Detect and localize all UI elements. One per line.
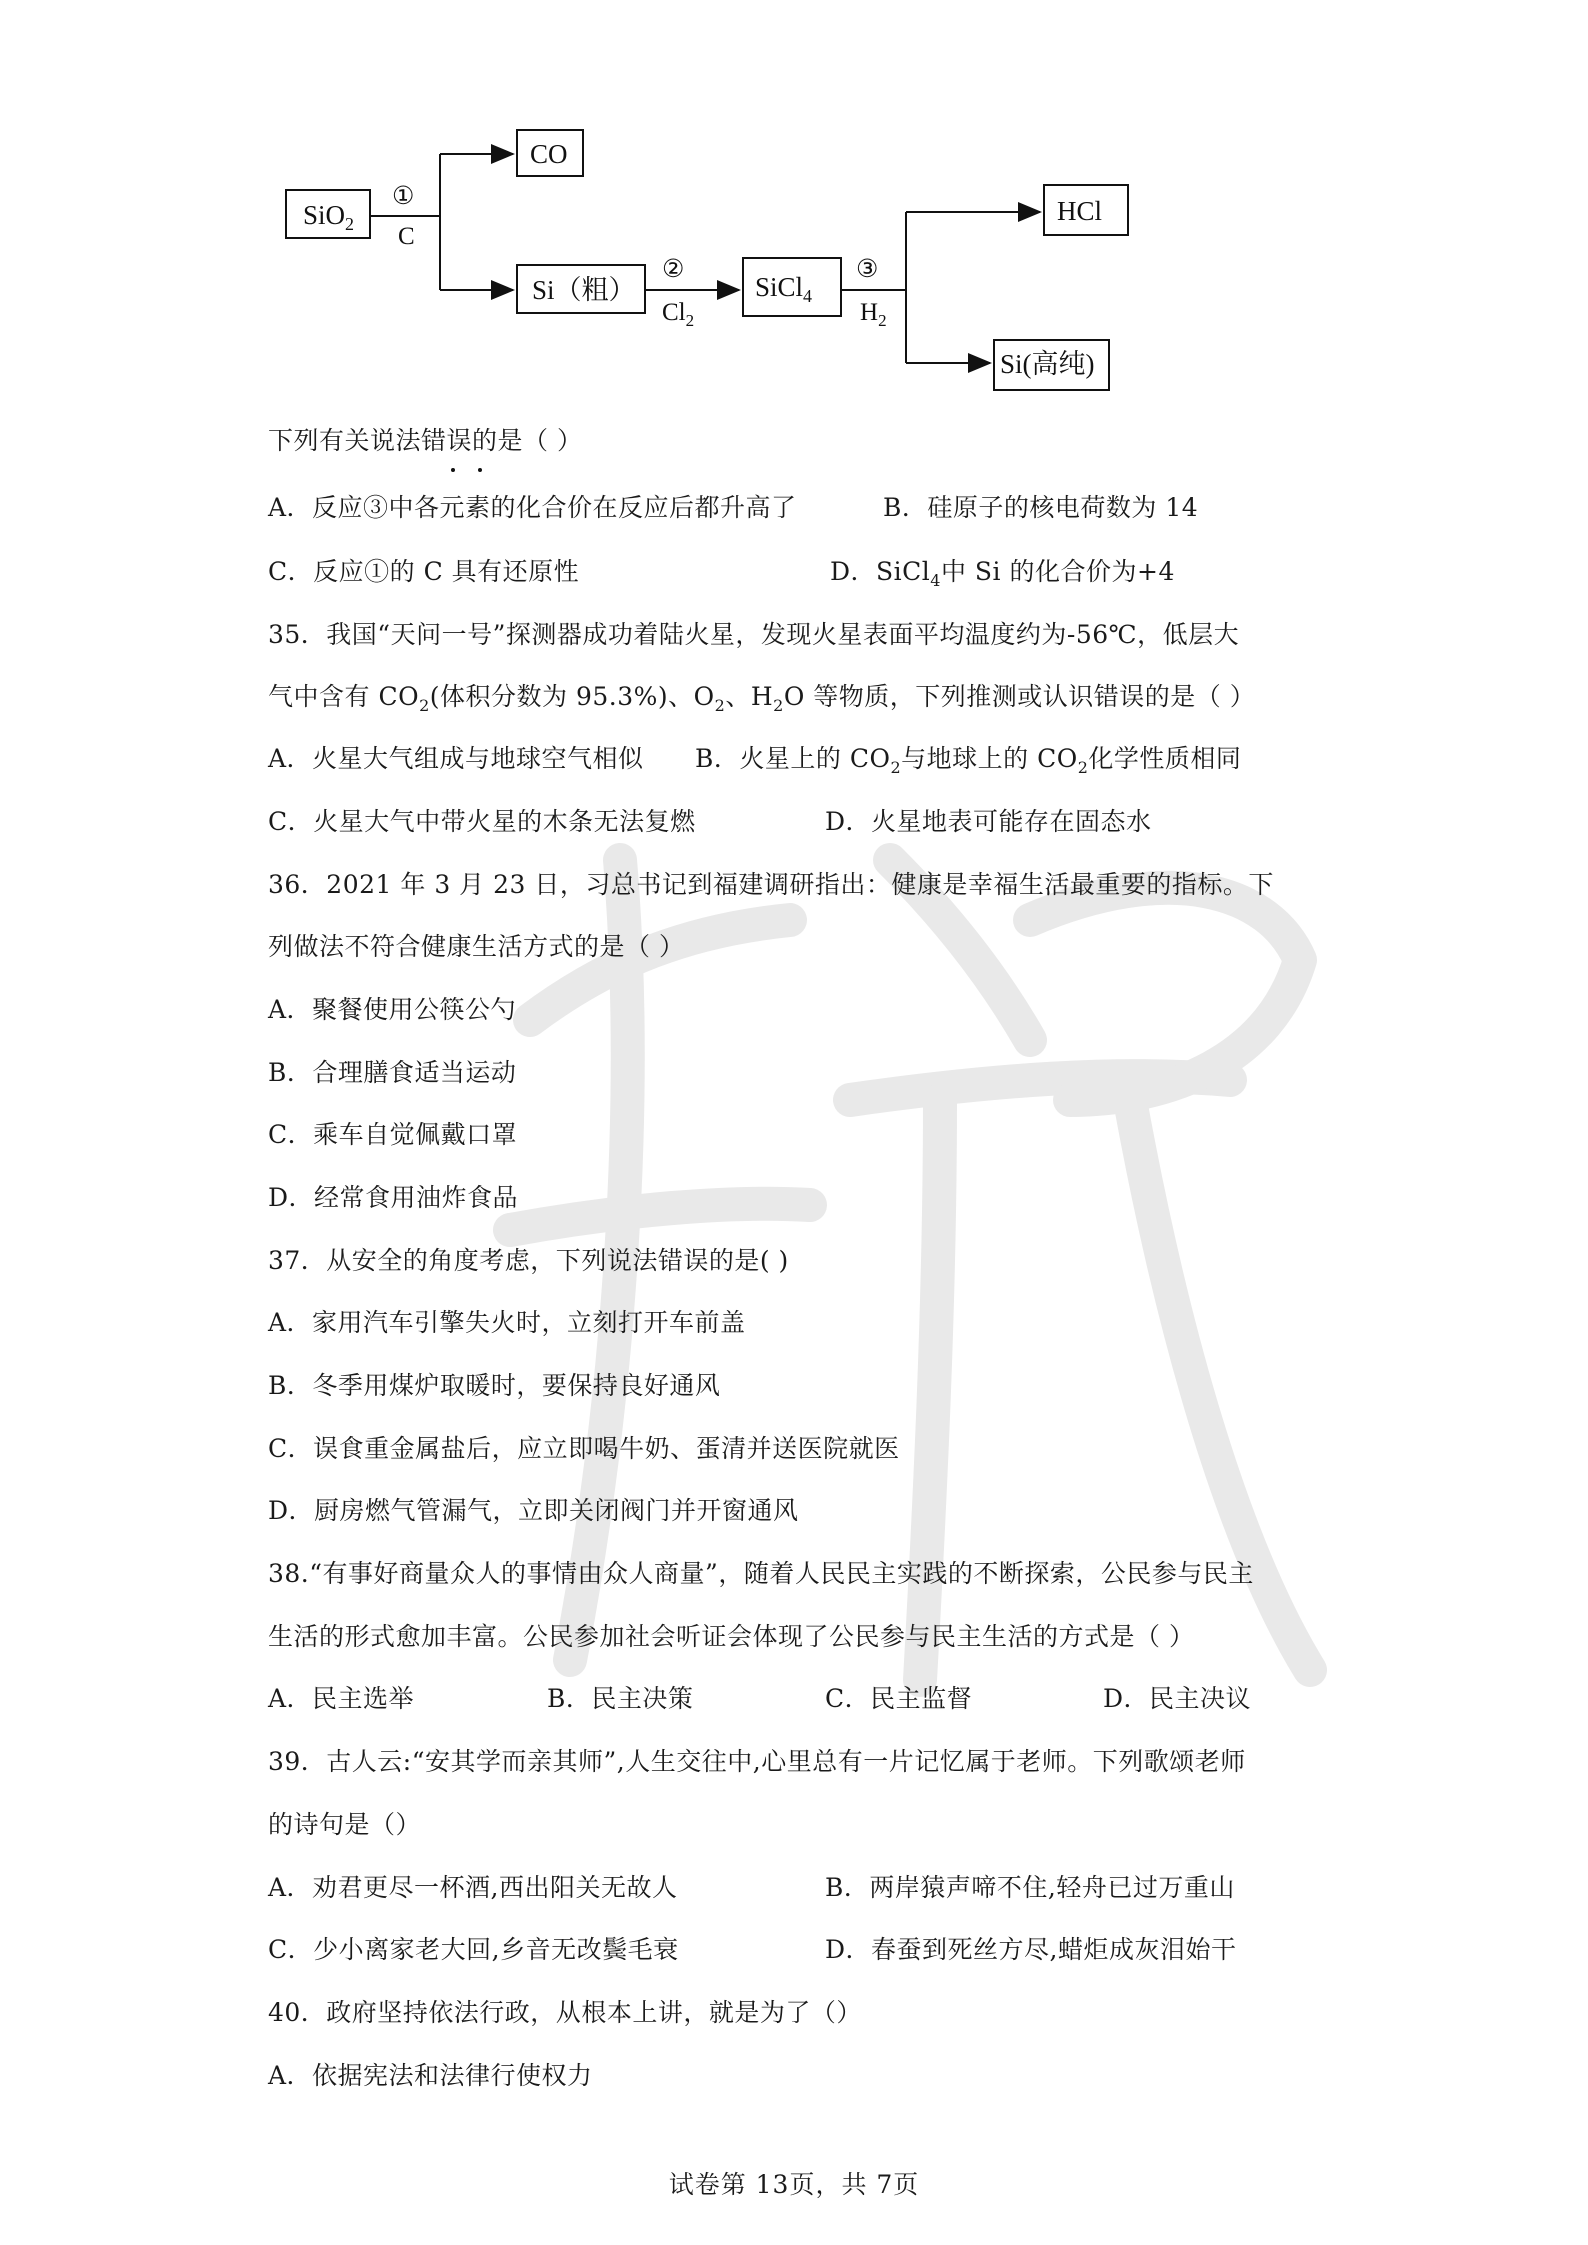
- q34-stem: 下列有关说法错误的是（ ）: [268, 424, 582, 458]
- step-2-reagent: $Cl_2$: [662, 299, 695, 330]
- q37-option-a: A．家用汽车引擎失火时，立刻打开车前盖: [268, 1308, 746, 1337]
- q37-stem: 37．从安全的角度考虑，下列说法错误的是( ): [268, 1246, 789, 1275]
- q35-stem-line1: 35．我国“天问一号”探测器成功着陆火星，发现火星表面平均温度约为-56℃，低层大: [268, 620, 1240, 649]
- node-hcl-label: HCl: [1057, 196, 1103, 226]
- q36-option-c: C．乘车自觉佩戴口罩: [268, 1120, 518, 1149]
- step-3-number: ③: [856, 256, 879, 283]
- q38-option-c: C．民主监督: [825, 1684, 973, 1713]
- q40-stem: 40．政府坚持依法行政，从根本上讲，就是为了（）: [268, 1998, 862, 2027]
- step-3-reagent: $H_2$: [860, 299, 887, 330]
- q40-option-a: A．依据宪法和法律行使权力: [268, 2061, 593, 2090]
- q35-option-b: B．火星上的 $CO_2$与地球上的 $CO_2$化学性质相同: [695, 744, 1242, 777]
- q39-option-d: D．春蚕到死丝方尽,蜡炬成灰泪始干: [825, 1935, 1237, 1964]
- q36-option-d: D．经常食用油炸食品: [268, 1183, 519, 1212]
- q38-stem-line2: 生活的形式愈加丰富。公民参加社会听证会体现了公民参与民主生活的方式是（ ）: [268, 1622, 1195, 1651]
- q36-stem-line2: 列做法不符合健康生活方式的是（ ）: [268, 932, 685, 961]
- q34-option-b: B．硅原子的核电荷数为 14: [883, 493, 1199, 522]
- q39-option-a: A．劝君更尽一杯酒,西出阳关无故人: [268, 1873, 678, 1902]
- step-1-number: ①: [392, 183, 415, 210]
- step-2-number: ②: [662, 256, 685, 283]
- q38-stem-line1: 38.“有事好商量众人的事情由众人商量”，随着人民民主实践的不断探索，公民参与民主: [268, 1559, 1254, 1588]
- q36-option-b: B．合理膳食适当运动: [268, 1058, 517, 1087]
- reaction-flow-diagram: [270, 120, 1170, 420]
- q39-option-c: C．少小离家老大回,乡音无改鬓毛衰: [268, 1935, 679, 1964]
- q35-option-d: D．火星地表可能存在固态水: [825, 807, 1152, 836]
- q37-option-c: C．误食重金属盐后，应立即喝牛奶、蛋清并送医院就医: [268, 1434, 900, 1463]
- node-co-label: CO: [530, 139, 568, 169]
- q37-option-d: D．厨房燃气管漏气，立即关闭阀门并开窗通风: [268, 1496, 799, 1525]
- q35-option-a: A．火星大气组成与地球空气相似: [268, 744, 644, 773]
- node-sicl4-label: SiCl$_4$: [755, 272, 813, 306]
- q38-option-b: B．民主决策: [547, 1684, 694, 1713]
- q35-option-c: C．火星大气中带火星的木条无法复燃: [268, 807, 696, 836]
- q34-option-a: A．反应③中各元素的化合价在反应后都升高了: [268, 493, 797, 522]
- step-1-reagent: C: [398, 223, 415, 250]
- page-footer: 试卷第 13页，共 7页: [668, 2170, 920, 2199]
- q35-stem-line2: 气中含有 $CO_2$(体积分数为 95.3%)、$O_2$、$H_2O$ 等物质，下列推测或认识错误的是（ ）: [268, 682, 1256, 715]
- node-sio2-label: SiO$_2$: [303, 200, 355, 234]
- q39-stem-line1: 39．古人云:“安其学而亲其师”,人生交往中,心里总有一片记忆属于老师。下列歌颂老师: [268, 1747, 1246, 1776]
- q38-option-d: D．民主决议: [1103, 1684, 1252, 1713]
- q36-stem-line1: 36．2021 年 3 月 23 日，习总书记到福建调研指出：健康是幸福生活最重要的指标。下: [268, 870, 1274, 899]
- q34-option-c: C．反应①的 C 具有还原性: [268, 557, 580, 586]
- q36-option-a: A．聚餐使用公筷公勺: [268, 995, 517, 1024]
- node-si-crude-label: Si（粗）: [532, 275, 636, 305]
- q37-option-b: B．冬季用煤炉取暖时，要保持良好通风: [268, 1371, 721, 1400]
- q39-stem-line2: 的诗句是（）: [268, 1810, 422, 1839]
- node-si-pure-label: Si(高纯): [1000, 349, 1095, 379]
- q34-option-d: D．SiCl$_4$中 Si 的化合价为+4: [830, 557, 1175, 590]
- q39-option-b: B．两岸猿声啼不住,轻舟已过万重山: [825, 1873, 1235, 1902]
- q38-option-a: A．民主选举: [268, 1684, 415, 1713]
